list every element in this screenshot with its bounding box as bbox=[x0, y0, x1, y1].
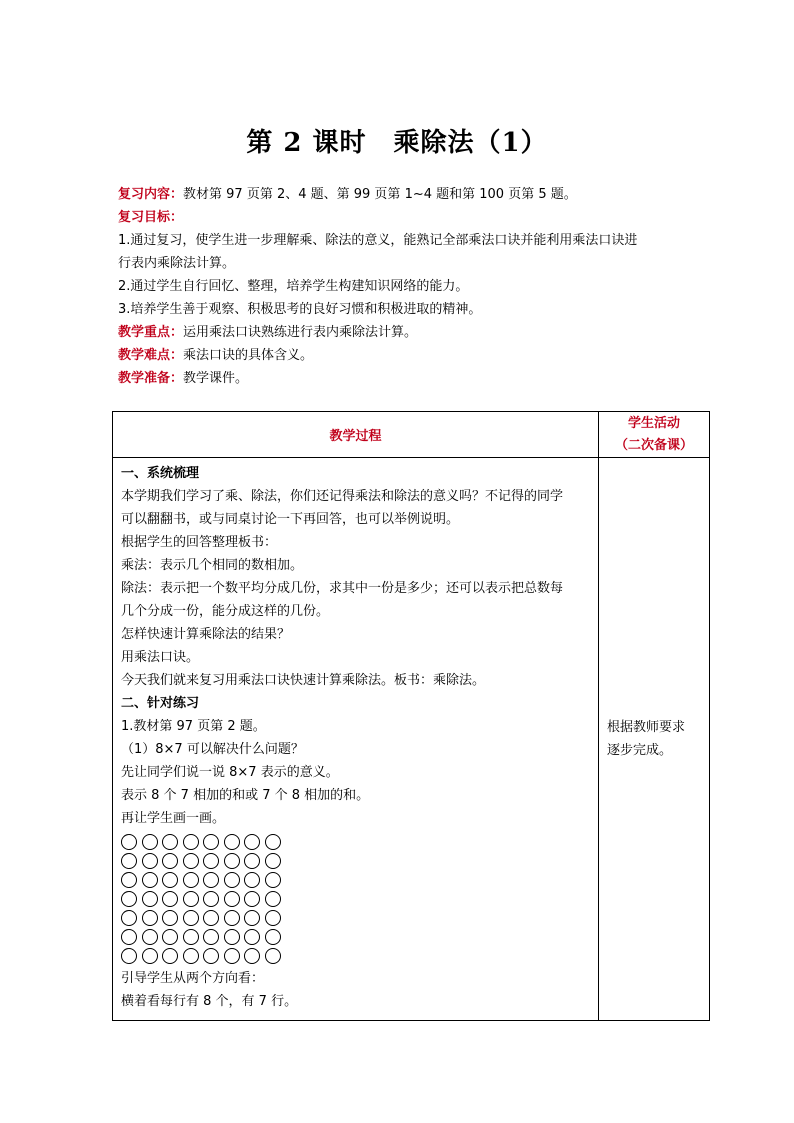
circle-row bbox=[121, 889, 592, 908]
circle-icon bbox=[244, 872, 260, 888]
circle-icon bbox=[142, 891, 158, 907]
header-teaching-process bbox=[113, 412, 599, 458]
circle-icon bbox=[121, 834, 137, 850]
circle-icon bbox=[183, 929, 199, 945]
circle-icon bbox=[265, 929, 281, 945]
circle-icon bbox=[203, 891, 219, 907]
circle-icon bbox=[203, 929, 219, 945]
circle-icon bbox=[121, 891, 137, 907]
process-line: 1.教材第 97 页第 2 题。 bbox=[121, 719, 266, 734]
circle-icon bbox=[203, 948, 219, 964]
goal-1-line-2: 行表内乘除法计算。 bbox=[118, 256, 236, 271]
process-line: 再让学生画一画。 bbox=[121, 811, 226, 826]
circle-icon bbox=[142, 834, 158, 850]
circle-icon bbox=[162, 872, 178, 888]
circle-icon bbox=[265, 948, 281, 964]
circle-icon bbox=[183, 910, 199, 926]
circle-icon bbox=[121, 948, 137, 964]
process-line: 可以翻翻书，或与同桌讨论一下再回答，也可以举例说明。 bbox=[121, 512, 460, 527]
review-content-label: 复习内容： bbox=[118, 187, 184, 202]
lesson-table bbox=[112, 411, 710, 1021]
process-line: 根据学生的回答整理板书： bbox=[121, 535, 278, 550]
preparation-line bbox=[118, 367, 708, 390]
goal-1-line-1: 1.通过复习，使学生进一步理解乘、除法的意义，能熟记全部乘法口诀并能利用乘法口诀进 bbox=[118, 233, 638, 248]
lesson-intro bbox=[118, 183, 708, 390]
review-content-line bbox=[118, 183, 708, 206]
process-line: 乘法：表示几个相同的数相加。 bbox=[121, 558, 304, 573]
review-content-text: 教材第 97 页第 2、4 题、第 99 页第 1~4 题和第 100 页第 5 题。 bbox=[183, 187, 577, 202]
process-line: 先让同学们说一说 8×7 表示的意义。 bbox=[121, 765, 339, 780]
circle-icon bbox=[203, 853, 219, 869]
circle-icon bbox=[244, 929, 260, 945]
circle-icon bbox=[265, 872, 281, 888]
circle-icon bbox=[244, 891, 260, 907]
circle-icon bbox=[224, 929, 240, 945]
table-body-row bbox=[113, 458, 710, 1021]
difficulty-text: 乘法口诀的具体含义。 bbox=[183, 348, 314, 363]
circle-icon bbox=[203, 910, 219, 926]
preparation-text: 教学课件。 bbox=[183, 371, 249, 386]
circle-icon bbox=[121, 910, 137, 926]
circle-icon bbox=[121, 853, 137, 869]
circle-row bbox=[121, 870, 592, 889]
header-student-activity-label: 学生活动 bbox=[627, 415, 680, 431]
circle-icon bbox=[142, 853, 158, 869]
goal-3: 3.培养学生善于观察、积极思考的良好习惯和积极进取的精神。 bbox=[118, 302, 482, 317]
circle-row bbox=[121, 908, 592, 927]
process-line: 几个分成一份，能分成这样的几份。 bbox=[121, 604, 330, 619]
header-teaching-process-label: 教学过程 bbox=[329, 429, 382, 444]
section-heading-2: 二、针对练习 bbox=[121, 696, 200, 711]
circle-icon bbox=[244, 853, 260, 869]
circle-icon bbox=[162, 853, 178, 869]
student-activity-line: 逐步完成。 bbox=[607, 743, 673, 758]
circle-icon bbox=[142, 910, 158, 926]
circle-row bbox=[121, 851, 592, 870]
preparation-label: 教学准备： bbox=[118, 371, 184, 386]
process-line: 本学期我们学习了乘、除法，你们还记得乘法和除法的意义吗？不记得的同学 bbox=[121, 489, 564, 504]
difficulty-label: 教学难点： bbox=[118, 348, 184, 363]
process-line: 怎样快速计算乘除法的结果？ bbox=[121, 627, 291, 642]
teaching-process-content bbox=[113, 458, 599, 1021]
table-header-row bbox=[113, 412, 710, 458]
circle-icon bbox=[203, 834, 219, 850]
circle-icon bbox=[265, 853, 281, 869]
circle-icon bbox=[142, 872, 158, 888]
review-goals-label: 复习目标： bbox=[118, 210, 184, 225]
process-line: （1）8×7 可以解决什么问题？ bbox=[121, 742, 304, 757]
circle-row bbox=[121, 927, 592, 946]
circle-icon bbox=[183, 834, 199, 850]
key-point-label: 教学重点： bbox=[118, 325, 184, 340]
circle-icon bbox=[244, 834, 260, 850]
process-line: 横着看每行有 8 个，有 7 行。 bbox=[121, 994, 298, 1009]
difficulty-line bbox=[118, 344, 708, 367]
circle-row bbox=[121, 832, 592, 851]
page-title: 第 2 课时 乘除法（1） bbox=[246, 128, 548, 158]
circle-icon bbox=[162, 910, 178, 926]
circle-icon bbox=[265, 834, 281, 850]
student-activity-content bbox=[599, 458, 710, 1021]
circle-icon bbox=[183, 891, 199, 907]
review-goals-line bbox=[118, 206, 708, 229]
goal-2: 2.通过学生自行回忆、整理，培养学生构建知识网络的能力。 bbox=[118, 279, 469, 294]
circle-icon bbox=[162, 834, 178, 850]
circle-icon bbox=[244, 948, 260, 964]
circle-icon bbox=[162, 891, 178, 907]
circle-icon bbox=[244, 910, 260, 926]
circle-icon bbox=[265, 891, 281, 907]
circle-row bbox=[121, 946, 592, 965]
process-line: 除法：表示把一个数平均分成几份，求其中一份是多少；还可以表示把总数每 bbox=[121, 581, 564, 596]
header-second-prep-label: （二次备课） bbox=[614, 437, 693, 453]
circle-icon bbox=[183, 872, 199, 888]
circle-icon bbox=[162, 948, 178, 964]
circle-icon bbox=[203, 872, 219, 888]
circle-icon bbox=[224, 948, 240, 964]
circle-icon bbox=[121, 872, 137, 888]
circle-icon bbox=[224, 910, 240, 926]
circle-icon bbox=[121, 929, 137, 945]
circle-icon bbox=[162, 929, 178, 945]
circle-icon bbox=[224, 891, 240, 907]
circle-icon bbox=[224, 872, 240, 888]
process-line: 表示 8 个 7 相加的和或 7 个 8 相加的和。 bbox=[121, 788, 370, 803]
process-line: 今天我们就来复习用乘法口诀快速计算乘除法。板书：乘除法。 bbox=[121, 673, 486, 688]
header-student-activity bbox=[599, 412, 710, 458]
process-line: 引导学生从两个方向看： bbox=[121, 971, 265, 986]
key-point-line bbox=[118, 321, 708, 344]
circle-icon bbox=[142, 948, 158, 964]
circle-icon bbox=[183, 948, 199, 964]
circle-icon bbox=[224, 853, 240, 869]
circle-grid bbox=[121, 832, 592, 965]
process-line: 用乘法口诀。 bbox=[121, 650, 200, 665]
circle-icon bbox=[183, 853, 199, 869]
circle-icon bbox=[142, 929, 158, 945]
student-activity-line: 根据教师要求 bbox=[607, 720, 686, 735]
key-point-text: 运用乘法口诀熟练进行表内乘除法计算。 bbox=[183, 325, 418, 340]
section-heading-1: 一、系统梳理 bbox=[121, 466, 200, 481]
circle-icon bbox=[224, 834, 240, 850]
circle-icon bbox=[265, 910, 281, 926]
